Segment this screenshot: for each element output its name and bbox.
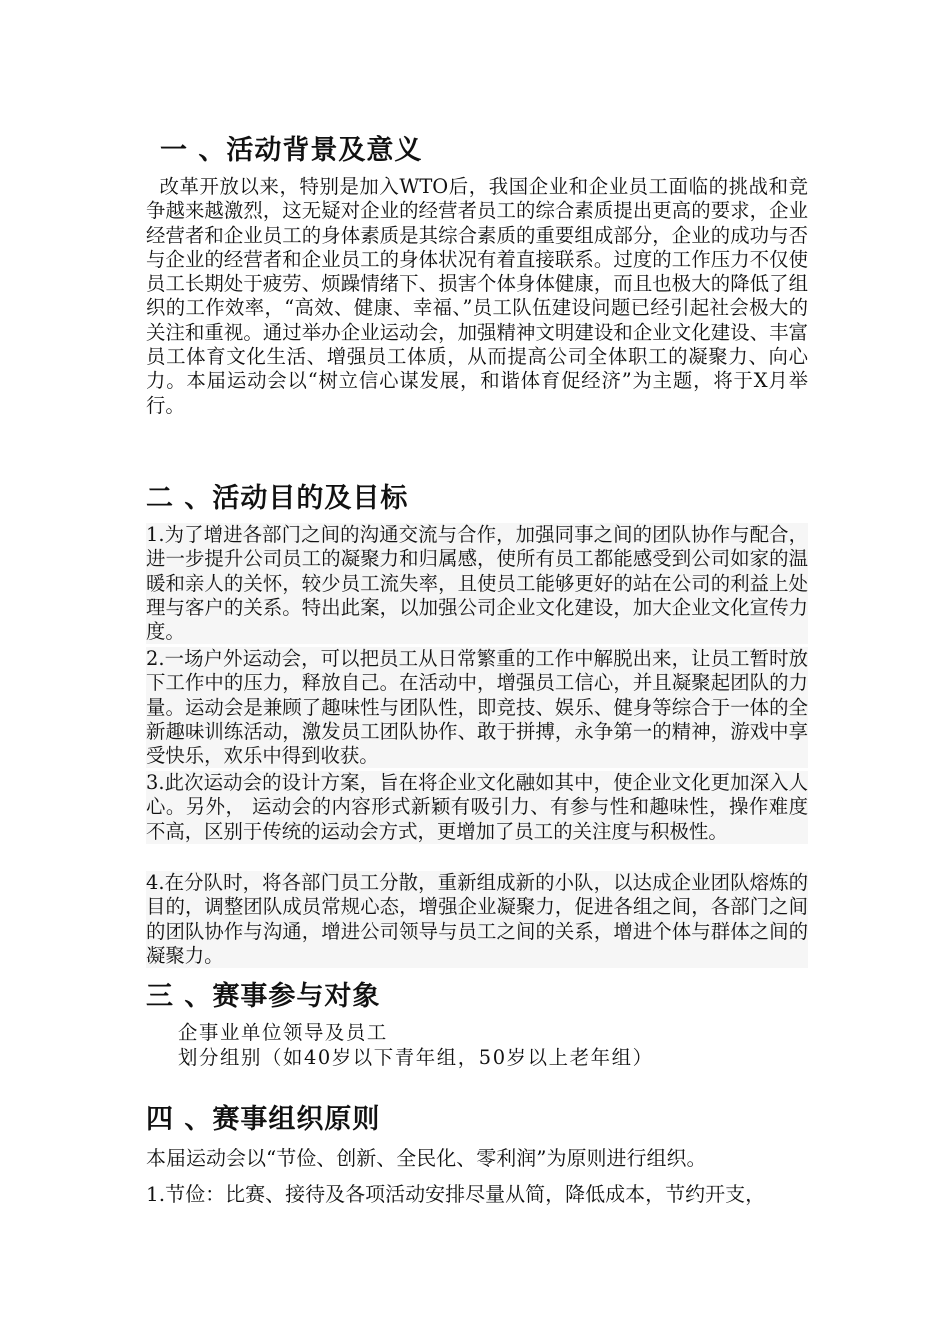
- section-3-line-1: 企事业单位领导及员工: [178, 1021, 388, 1044]
- section-3-line-2: 划分组别（如40岁以下青年组，50岁以上老年组）: [178, 1046, 654, 1069]
- section-2-item-4: 4.在分队时，将各部门员工分散，重新组成新的小队，以达成企业团队熔炼的目的，调整团队成员常规心态，增强企业凝聚力，促进各组之间，各部门之间的团队协作与沟通，增进公司领导与员工之间的关系，增进个体与群体之间的凝聚力。: [146, 871, 808, 967]
- section-2-item-1: 1.为了增进各部门之间的沟通交流与合作，加强同事之间的团队协作与配合，进一步提升公司员工的凝聚力和归属感，使所有员工都能感受到公司如家的温暖和亲人的关怀，较少员工流失率，且使员工能够更好的站在公司的利益上处理与客户的关系。特出此案，以加强公司企业文化建设，加大企业文化宣传力度。: [146, 523, 808, 644]
- section-4-heading: 四 、赛事组织原则: [146, 1104, 381, 1135]
- section-4-line-1: 本届运动会以“节俭、创新、全民化、零利润”为原则进行组织。: [146, 1146, 707, 1170]
- section-1-body: 改革开放以来，特别是加入WTO后，我国企业和企业员工面临的挑战和竞争越来越激烈，这无疑对企业的经营者员工的综合素质提出更高的要求，企业经营者和企业员工的身体素质是其综合素质的重要组成部分，企业的成功与否与企业的经营者和企业员工的身体状况有着直接联系。过度的工作压力不仅使员工长期处于疲劳、烦躁情绪下、损害个体身体健康，而且也极大的降低了组织的工作效率，“高效、健康、幸福、”员工队伍建设问题已经引起社会极大的关注和重视。通过举办企业运动会，加强精神文明建设和企业文化建设、丰富员工体育文化生活、增强员工体质，从而提高公司全体职工的凝聚力、向心力。本届运动会以“树立信心谋发展，和谐体育促经济”为主题，将于X月举行。: [146, 175, 808, 417]
- section-3-heading: 三 、赛事参与对象: [146, 981, 381, 1012]
- section-2-item-2: 2.一场户外运动会，可以把员工从日常繁重的工作中解脱出来，让员工暂时放下工作中的压力，释放自己。在活动中，增强员工信心，并且凝聚起团队的力量。运动会是兼顾了趣味性与团队性，即竞技、娱乐、健身等综合于一体的全新趣味训练活动，激发员工团队协作、敢于拼搏，永争第一的精神，游戏中享受快乐，欢乐中得到收获。: [146, 647, 808, 768]
- section-2-item-3: 3.此次运动会的设计方案，旨在将企业文化融如其中，使企业文化更加深入人心。另外， 运动会的内容形式新颖有吸引力、有参与性和趣味性，操作难度不高，区别于传统的运动会方式，更增加了员工的关注度与积极性。: [146, 771, 808, 843]
- section-1-heading: 一 、活动背景及意义: [160, 135, 423, 166]
- section-2-heading: 二 、活动目的及目标: [146, 483, 409, 514]
- section-4-line-2: 1.节俭：比赛、接待及各项活动安排尽量从简，降低成本，节约开支，: [146, 1182, 766, 1206]
